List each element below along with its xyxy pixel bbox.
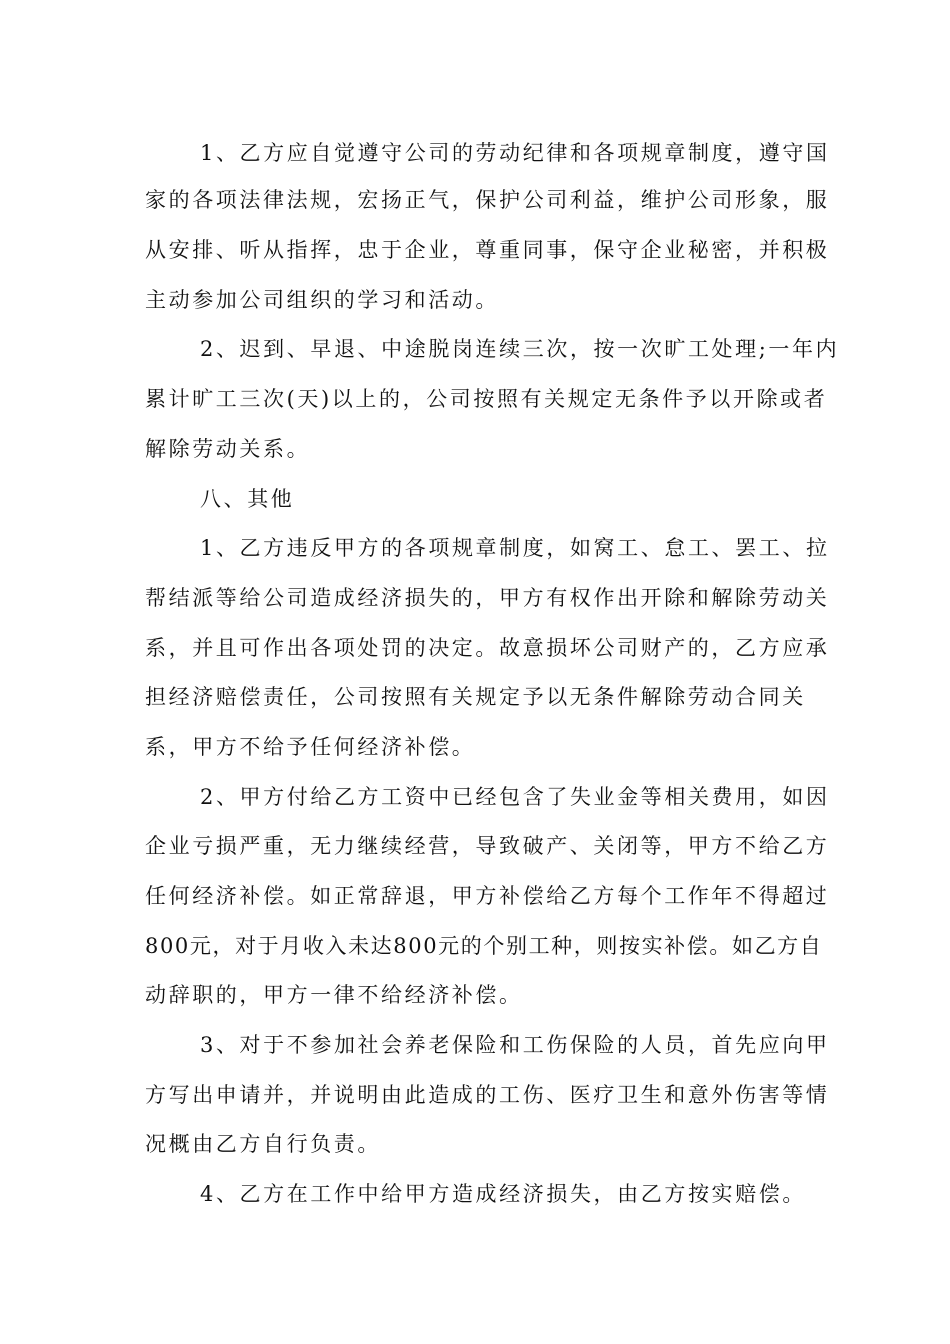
text-line: 方写出申请并，并说明由此造成的工伤、医疗卫生和意外伤害等情 [145,1083,830,1107]
text-line: 2、迟到、早退、中途脱岗连续三次，按一次旷工处理;一年内 [200,337,840,361]
text-line: 家的各项法律法规，宏扬正气，保护公司利益，维护公司形象，服 [145,188,830,212]
text-line: 主动参加公司组织的学习和活动。 [145,288,499,312]
text-line: 系，并且可作出各项处罚的决定。故意损坏公司财产的，乙方应承 [145,636,830,660]
section-heading: 八、其他 [200,487,295,511]
text-line: 从安排、听从指挥，忠于企业，尊重同事，保守企业秘密，并积极 [145,238,830,262]
text-line: 企业亏损严重，无力继续经营，导致破产、关闭等，甲方不给乙方 [145,834,830,858]
text-line: 2、甲方付给乙方工资中已经包含了失业金等相关费用，如因 [200,785,830,809]
text-line: 1、乙方应自觉遵守公司的劳动纪律和各项规章制度，遵守国 [200,141,830,165]
text-line: 解除劳动关系。 [145,437,311,461]
text-line: 3、对于不参加社会养老保险和工伤保险的人员，首先应向甲 [200,1033,830,1057]
text-line: 系，甲方不给予任何经济补偿。 [145,735,476,759]
text-line: 4、乙方在工作中给甲方造成经济损失，由乙方按实赔偿。 [200,1182,806,1206]
text-line: 担经济赔偿责任，公司按照有关规定予以无条件解除劳动合同关 [145,685,806,709]
text-line: 累计旷工三次(天)以上的，公司按照有关规定无条件予以开除或者 [145,387,828,411]
text-line: 动辞职的，甲方一律不给经济补偿。 [145,983,523,1007]
text-line: 任何经济补偿。如正常辞退，甲方补偿给乙方每个工作年不得超过 [145,884,830,908]
text-line: 况概由乙方自行负责。 [145,1132,381,1156]
text-line: 800元，对于月收入未达800元的个别工种，则按实补偿。如乙方自 [145,934,823,958]
text-line: 帮结派等给公司造成经济损失的，甲方有权作出开除和解除劳动关 [145,586,830,610]
text-line: 1、乙方违反甲方的各项规章制度，如窝工、怠工、罢工、拉 [200,536,830,560]
